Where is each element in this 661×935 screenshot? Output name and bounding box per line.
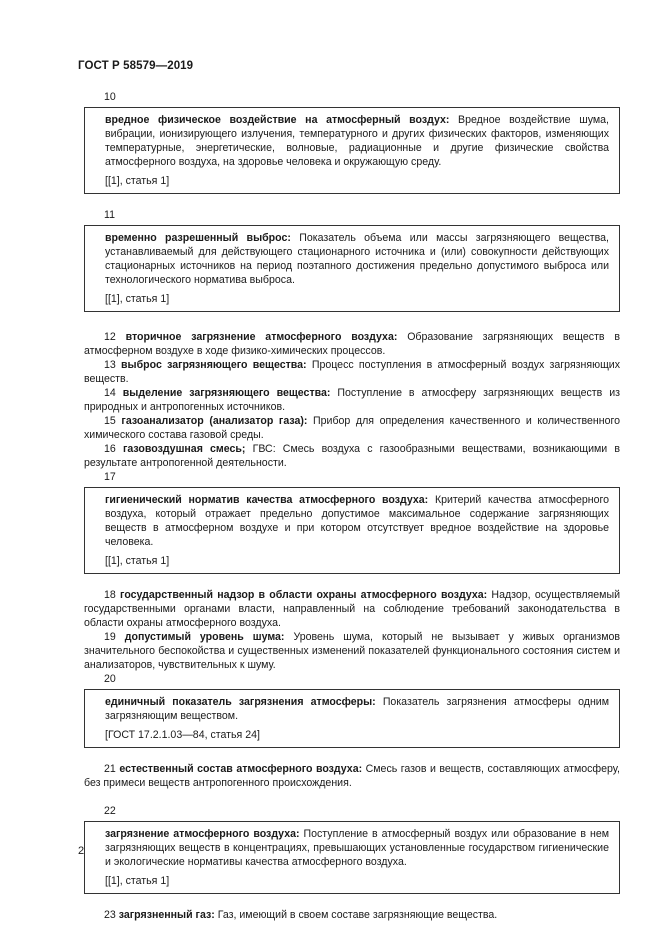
term-number: 10 bbox=[104, 91, 116, 103]
term-text: ГВС: Смесь воздуха с газообразными веществами, возникающими в результате антропогенной деятельности. bbox=[84, 443, 620, 469]
term-box-17 bbox=[84, 487, 620, 574]
term-title: выброс загрязняющего вещества: bbox=[121, 359, 307, 371]
term-definition bbox=[105, 827, 609, 869]
term-title: естественный состав атмосферного воздуха: bbox=[119, 763, 363, 775]
term-text: Прибор для определения качественного и количественного химического состава газовой среды. bbox=[84, 415, 620, 441]
term-title: временно разрешенный выброс: bbox=[105, 232, 291, 244]
term-box-11 bbox=[84, 225, 620, 312]
term-title: государственный надзор в области охраны атмосферного воздуха: bbox=[120, 589, 488, 601]
term-paragraph-14: 14 выделение загрязняющего вещества: Поступление в атмосферу загрязняющих веществ из природных и антропогенных источников. bbox=[84, 387, 620, 413]
term-title: выделение загрязняющего вещества: bbox=[122, 387, 331, 399]
term-number: 11 bbox=[104, 209, 115, 221]
page-number: 2 bbox=[78, 845, 85, 857]
term-text: Уровень шума, который не вызывает у живых организмов значительного беспокойства и существенных изменений показателей функционального состояния систем и анализаторов, чувствительных к шуму. bbox=[84, 631, 621, 671]
term-reference: [[1], статья 1] bbox=[105, 293, 170, 305]
term-title: газовоздушная смесь; bbox=[122, 443, 246, 455]
term-box-10 bbox=[84, 107, 620, 194]
term-text: Надзор, осуществляемый государственными органами власти, направленный на соблюдение требований законодательства в области охраны атмосферного воздуха. bbox=[84, 589, 620, 629]
term-paragraph-19: 19 допустимый уровень шума: Уровень шума, который не вызывает у живых организмов значительного беспокойства и существенных изменений показателей функционального состояния систем и анализаторов, чувствительных к шуму. bbox=[84, 631, 621, 671]
term-reference: [[1], статья 1] bbox=[105, 875, 170, 887]
term-title: газоанализатор (анализатор газа): bbox=[121, 415, 308, 427]
term-text: Показатель загрязнения атмосферы одним загрязняющим веществом. bbox=[105, 696, 610, 722]
term-definition bbox=[105, 493, 609, 549]
term-text: Процесс поступления в атмосферный воздух загрязняющих веществ. bbox=[84, 359, 621, 385]
term-reference: [[1], статья 1] bbox=[105, 175, 170, 187]
term-box-22 bbox=[84, 821, 620, 894]
terms-list bbox=[84, 90, 620, 922]
term-text: Смесь газов и веществ, составляющих атмосферу, без примеси веществ антропогенного происхождения. bbox=[84, 763, 620, 789]
term-text: Показатель объема или массы загрязняющего вещества, устанавливаемый для действующего стационарного источника и (или) совокупности действующих стационарных источников на период поэтапного достижения предельно допустимого выброса или технологического норматива выброса. bbox=[105, 232, 609, 286]
term-title: единичный показатель загрязнения атмосферы: bbox=[105, 696, 376, 708]
term-definition bbox=[105, 695, 609, 723]
term-title: загрязнение атмосферного воздуха: bbox=[105, 828, 300, 840]
term-paragraph-15: 15 газоанализатор (анализатор газа): Прибор для определения качественного и количественного химического состава газовой среды. bbox=[84, 415, 620, 441]
term-number: 20 bbox=[104, 673, 116, 685]
term-definition bbox=[105, 231, 609, 287]
term-number: 22 bbox=[104, 805, 116, 817]
term-reference: [ГОСТ 17.2.1.03—84, статья 24] bbox=[105, 729, 260, 741]
term-paragraph-23: 23 загрязненный газ: Газ, имеющий в своем составе загрязняющие вещества. bbox=[104, 909, 498, 921]
term-paragraph-16: 16 газовоздушная смесь; ГВС: Смесь воздуха с газообразными веществами, возникающими в результате антропогенной деятельности. bbox=[84, 443, 620, 469]
term-reference: [[1], статья 1] bbox=[105, 555, 170, 567]
term-text: Поступление в атмосферный воздух или образование в нем загрязняющих веществ в концентрациях, превышающих установленные государством гигиенические и экологические нормативы качества атмосферного воздуха. bbox=[105, 828, 609, 868]
term-number: 17 bbox=[104, 471, 116, 483]
term-box-20 bbox=[84, 689, 620, 748]
term-text: Критерий качества атмосферного воздуха, который отражает предельно допустимое максимальное содержание загрязняющих веществ в атмосферном воздухе и при котором отсутствует вредное воздействие на здоровье человека. bbox=[105, 494, 609, 548]
term-title: допустимый уровень шума: bbox=[124, 631, 285, 643]
term-title: вторичное загрязнение атмосферного воздуха: bbox=[125, 331, 398, 343]
term-text: Вредное воздействие шума, вибрации, ионизирующего излучения, температурного и других физических факторов, изменяющих температурные, энергетические, волновые, радиационные и другие физические свойства атмосферного воздуха, на здоровье человека и окружающую среду. bbox=[105, 114, 609, 168]
term-title: загрязненный газ: bbox=[118, 909, 215, 921]
standard-header: ГОСТ Р 58579—2019 bbox=[78, 60, 194, 72]
term-paragraph-13: 13 выброс загрязняющего вещества: Процесс поступления в атмосферный воздух загрязняющих веществ. bbox=[84, 359, 621, 385]
term-text: Поступление в атмосферу загрязняющих веществ из природных и антропогенных источников. bbox=[84, 387, 620, 413]
term-paragraph-12: 12 вторичное загрязнение атмосферного воздуха: Образование загрязняющих веществ в атмосферном воздухе в ходе физико-химических процессов. bbox=[84, 331, 620, 357]
term-definition bbox=[105, 113, 609, 169]
term-text: Образование загрязняющих веществ в атмосферном воздухе в ходе физико-химических процессов. bbox=[84, 331, 620, 357]
term-title: вредное физическое воздействие на атмосферный воздух: bbox=[105, 114, 450, 126]
term-paragraph-18: 18 государственный надзор в области охраны атмосферного воздуха: Надзор, осуществляемый государственными органами власти, направленный на соблюдение требований законодательства в области охраны атмосферного воздуха. bbox=[84, 589, 620, 629]
term-title: гигиенический норматив качества атмосферного воздуха: bbox=[105, 494, 429, 506]
term-paragraph-21: 21 естественный состав атмосферного воздуха: Смесь газов и веществ, составляющих атмосферу, без примеси веществ антропогенного происхождения. bbox=[84, 763, 620, 789]
term-text: Газ, имеющий в своем составе загрязняющие вещества. bbox=[217, 909, 498, 921]
